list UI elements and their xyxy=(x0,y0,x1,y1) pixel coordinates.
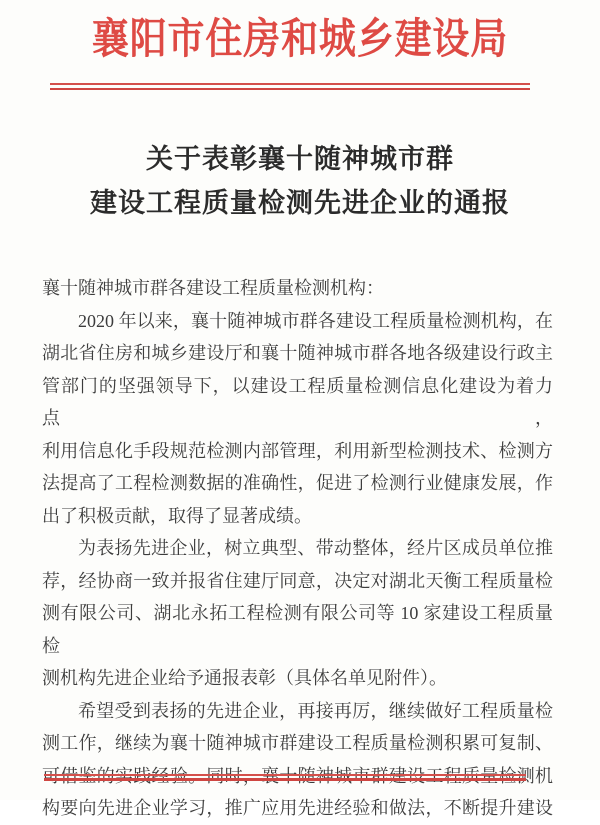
body-line: 希望受到表扬的先进企业，再接再厉，继续做好工程质量检 xyxy=(78,700,553,721)
body-line: 荐，经协商一致并报省住建厅同意，决定对湖北天衡工程质量检 xyxy=(42,570,553,591)
title-line-1: 关于表彰襄十随神城市群 xyxy=(146,144,454,174)
body-line: 出了积极贡献，取得了显著成绩。 xyxy=(42,505,312,526)
body-line: 2020 年以来，襄十随神城市群各建设工程质量检测机构，在 xyxy=(78,310,553,331)
body-line: 为表扬先进企业，树立典型、带动整体，经片区成员单位推 xyxy=(78,538,553,558)
footer-double-rule xyxy=(44,774,526,781)
letterhead-agency-name: 襄阳市住房和城乡建设局 xyxy=(91,17,509,63)
body-line: 管部门的坚强领导下，以建设工程质量检测信息化建设为着力点， xyxy=(42,375,553,428)
salutation-line: 襄十随神城市群各建设工程质量检测机构： xyxy=(42,278,384,298)
letterhead-double-rule xyxy=(50,83,530,90)
body-line: 法提高了工程检测数据的准确性，促进了检测行业健康发展，作 xyxy=(42,473,553,493)
body-line: 可借鉴的实践经验。同时，襄十随神城市群建设工程质量检测机 xyxy=(42,765,553,786)
body-line: 湖北省住房和城乡建设厅和襄十随神城市群各地各级建设行政主 xyxy=(42,343,553,363)
document-body xyxy=(42,272,553,825)
document-title xyxy=(0,137,600,225)
body-line: 测有限公司、湖北永拓工程检测有限公司等 10 家建设工程质量检 xyxy=(42,603,553,656)
body-line: 测工作，继续为襄十随神城市群建设工程质量检测积累可复制、 xyxy=(42,733,553,753)
title-line-2: 建设工程质量检测先进企业的通报 xyxy=(90,188,510,218)
body-line: 利用信息化手段规范检测内部管理，利用新型检测技术、检测方 xyxy=(42,440,553,461)
body-line: 测机构先进企业给予通报表彰（具体名单见附件）。 xyxy=(42,668,447,688)
body-line: 构要向先进企业学习，推广应用先进经验和做法，不断提升建设 xyxy=(42,798,553,818)
